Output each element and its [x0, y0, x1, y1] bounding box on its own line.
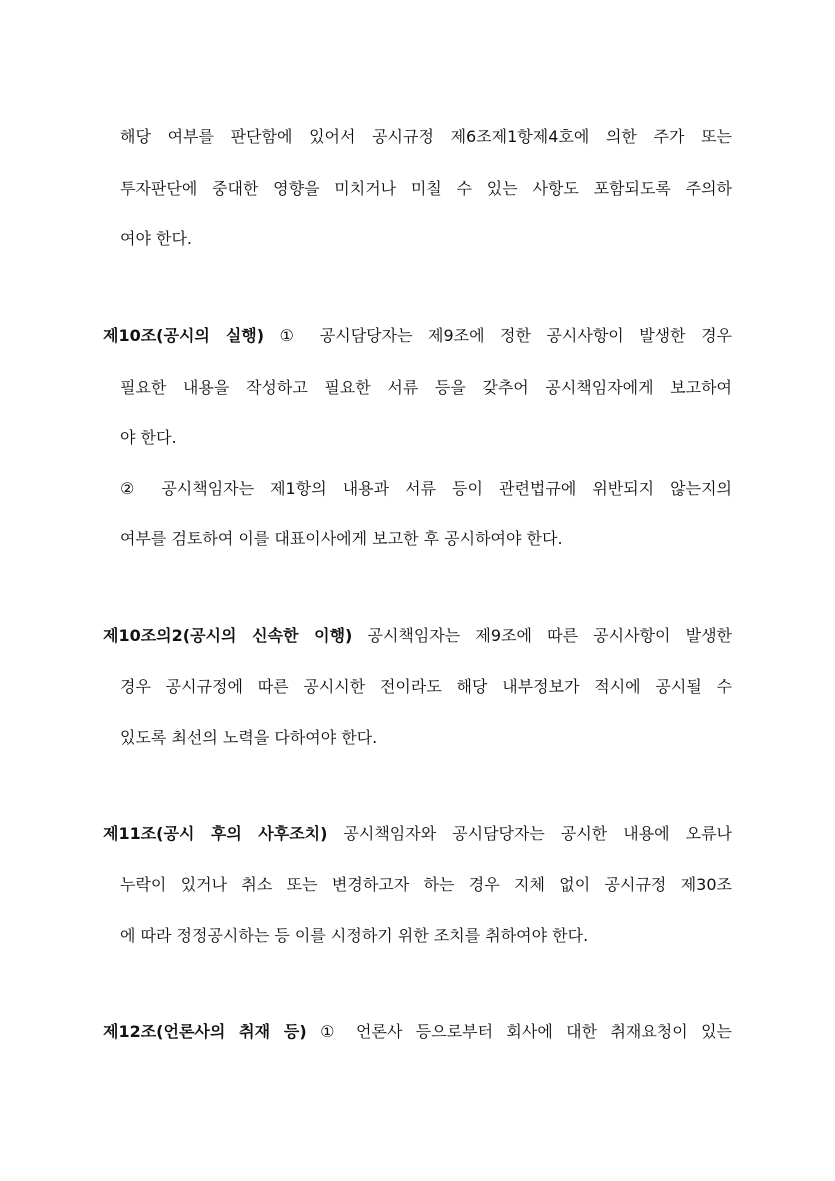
- article-heading: 제12조(언론사의 취재 등): [103, 1022, 307, 1041]
- article-heading: 제10조의2(공시의 신속한 이행): [103, 626, 353, 645]
- article-first-line: [103, 822, 732, 846]
- paragraph-line: 야 한다.: [120, 428, 177, 447]
- paragraph-line: 누락이 있거나 취소 또는 변경하고자 하는 경우 지체 없이 공시규정 제30조: [120, 875, 732, 894]
- paragraph-line: 있도록 최선의 노력을 다하여야 한다.: [120, 728, 378, 747]
- paragraph-line: 에 따라 정정공시하는 등 이를 시정하기 위한 조치를 취하여야 한다.: [120, 926, 589, 945]
- article-heading: 제11조(공시 후의 사후조치): [103, 824, 328, 843]
- article-first-line: [103, 624, 732, 648]
- article-heading: 제10조(공시의 실행): [103, 326, 265, 345]
- article-text: 공시책임자는 제9조에 따른 공시사항이 발생한: [352, 626, 732, 645]
- paragraph-line: 해당 여부를 판단함에 있어서 공시규정 제6조제1항제4호에 의한 주가 또는: [120, 127, 732, 146]
- article-text: 공시책임자와 공시담당자는 공시한 내용에 오류나: [327, 824, 732, 843]
- article-first-line: [103, 1020, 732, 1044]
- article-text: ① 공시담당자는 제9조에 정한 공시사항이 발생한 경우: [264, 326, 733, 345]
- article-text: ① 언론사 등으로부터 회사에 대한 취재요청이 있는: [306, 1022, 732, 1041]
- paragraph-line: 투자판단에 중대한 영향을 미치거나 미칠 수 있는 사항도 포함되도록 주의하: [120, 179, 732, 198]
- paragraph-line: 여야 한다.: [120, 229, 192, 248]
- paragraph-line: 필요한 내용을 작성하고 필요한 서류 등을 갖추어 공시책임자에게 보고하여: [120, 378, 732, 397]
- paragraph-line: 여부를 검토하여 이를 대표이사에게 보고한 후 공시하여야 한다.: [120, 529, 563, 548]
- paragraph-line: ② 공시책임자는 제1항의 내용과 서류 등이 관련법규에 위반되지 않는지의: [120, 479, 732, 498]
- article-first-line: [103, 324, 732, 348]
- paragraph-line: 경우 공시규정에 따른 공시시한 전이라도 해당 내부정보가 적시에 공시될 수: [120, 677, 732, 696]
